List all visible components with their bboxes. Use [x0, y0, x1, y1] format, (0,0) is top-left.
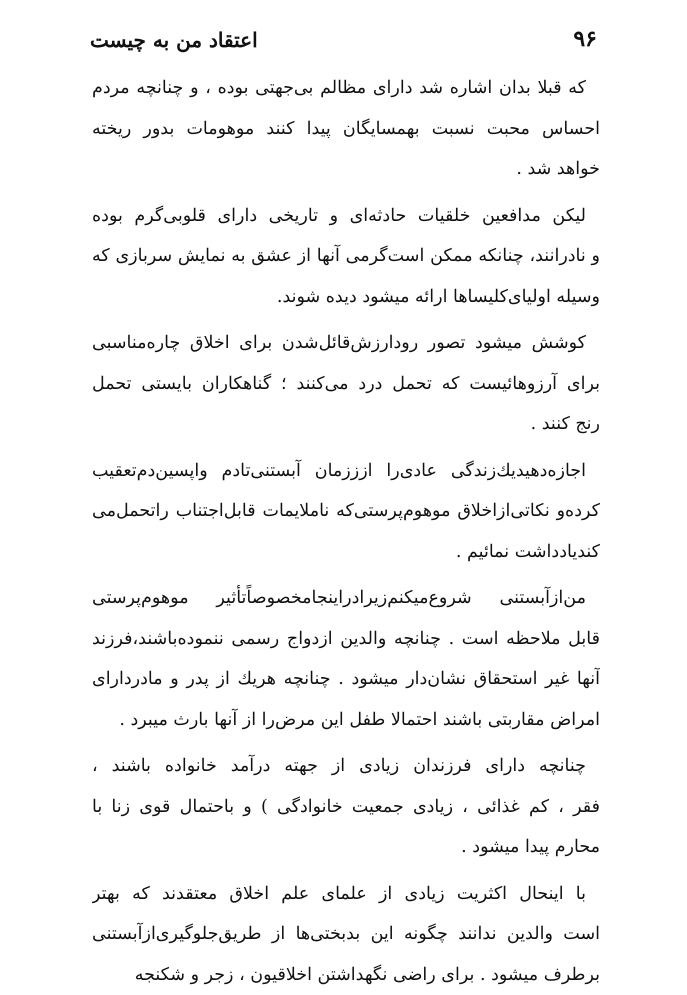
- text-line: امراض مقاربتی باشند احتمالا طفل این مرض‌را از آنها بارث میبرد .: [92, 700, 600, 741]
- paragraph: [92, 323, 600, 445]
- text-line: احساس محبت نسبت بهمسایگان پیدا کنند موهومات بدور ریخته: [92, 109, 600, 150]
- text-line: چنانچه دارای فرزندان زیادی از جهته درآمد خانواده باشند ،: [92, 746, 600, 787]
- text-line: رنج کنند .: [92, 404, 600, 445]
- text-line: و نادرانند، چنانکه ممکن است‌گرمی آنها از عشق به نمایش سربازی که: [92, 236, 600, 277]
- text-line: فقر ، کم غذائی ، زیادی جمعیت خانوادگی ) و باحتمال قوی زنا با: [92, 787, 600, 828]
- paragraph: [92, 451, 600, 573]
- body-text: [92, 68, 600, 995]
- text-line: قابل ملاحظه است . چنانچه والدین ازدواج رسمی ننموده‌باشند،فرزند: [92, 619, 600, 660]
- text-line: وسیله اولیای‌کلیساها ارائه میشود دیده شوند.: [92, 277, 600, 318]
- paragraph: [92, 874, 600, 995]
- chapter-title: اعتقاد من به چیست: [90, 28, 258, 52]
- text-line: کوشش میشود تصور رودارزش‌قائل‌شدن برای اخلاق چاره‌مناسبی: [92, 323, 600, 364]
- text-line: است والدین ندانند چگونه این بدبختی‌ها از طریق‌جلوگیری‌ازآبستنی: [92, 914, 600, 955]
- text-line: لیکن مدافعین خلقیات حادثه‌ای و تاریخی دارای قلوبی‌گرم بوده: [92, 196, 600, 237]
- paragraph: [92, 746, 600, 868]
- paragraph: [92, 196, 600, 318]
- text-line: که قبلا بدان اشاره شد دارای مظالم بی‌جهتی بوده ، و چنانچه مردم: [92, 68, 600, 109]
- text-line: برای آرزوهائیست که تحمل درد می‌کنند ؛ گناهکاران بایستی تحمل: [92, 364, 600, 405]
- text-line: اجازه‌دهیدیك‌زندگی عادی‌را ازززمان آبستنی‌تادم واپسین‌دم‌تعقیب: [92, 451, 600, 492]
- text-line: با اینحال اکثریت زیادی از علمای علم اخلاق معتقدند که بهتر: [92, 874, 600, 915]
- text-line: آنها غیر استحقاق نشان‌دار میشود . چنانچه هریك از پدر و مادردارای: [92, 659, 600, 700]
- paragraph: [92, 578, 600, 740]
- text-line: کرده‌و نکاتی‌ازاخلاق موهوم‌پرستی‌که ناملایمات قابل‌اجتناب را‌تحمل‌می: [92, 491, 600, 532]
- text-line: من‌ازآبستنی شروع‌میکنم‌زیرادراینجامخصوصاً‌تأثیر موهوم‌پرستی: [92, 578, 600, 619]
- page-header: [90, 28, 597, 60]
- text-line: برطرف میشود . برای راضی نگهداشتن اخلاقیون ، زجر و شکنجه: [92, 955, 600, 995]
- text-line: محارم پیدا میشود .: [92, 827, 600, 868]
- page-number: ۹۶: [573, 26, 597, 52]
- text-line: کندیادداشت نمائیم .: [92, 532, 600, 573]
- paragraph: [92, 68, 600, 190]
- text-line: خواهد شد .: [92, 149, 600, 190]
